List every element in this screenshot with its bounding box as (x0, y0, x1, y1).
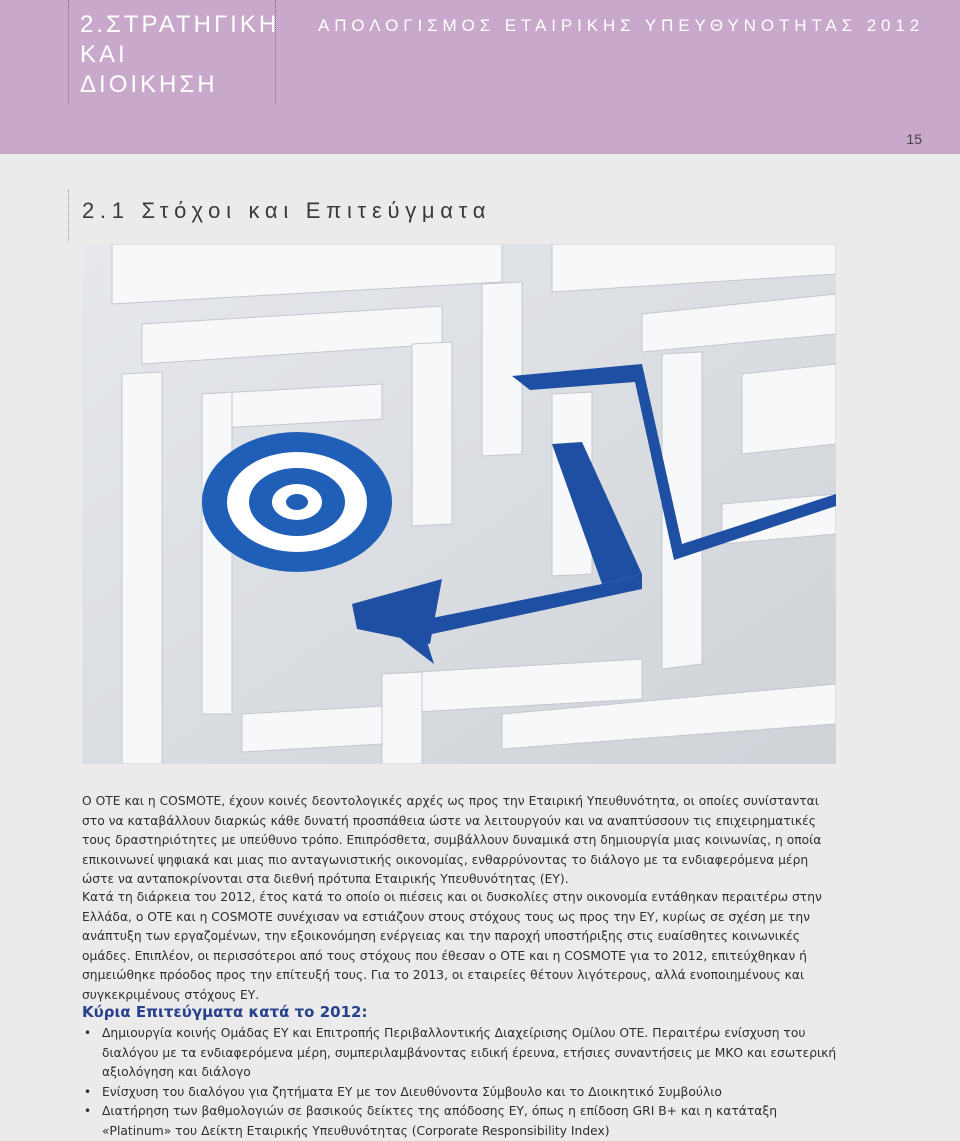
chapter-title-line2: ΚΑΙ (80, 41, 128, 68)
chapter-title-line1: 2.ΣΤΡΑΤΗΓΙΚΗ (80, 11, 280, 38)
section-divider (68, 190, 69, 242)
maze-target-illustration-icon (82, 244, 836, 764)
list-item-text: Διατήρηση των βαθμολογιών σε βασικούς δείκτες της απόδοσης ΕΥ, όπως η επίδοση GRI B+ και η κατάταξη «Platinum» του Δείκτη Εταιρικής Υπευθυνότητας (Corporate Responsibility Index) (102, 1104, 778, 1138)
list-item (82, 1102, 838, 1141)
chapter-title (80, 10, 280, 100)
header-divider-left (68, 0, 69, 104)
report-title: ΑΠΟΛΟΓΙΣΜΟΣ ΕΤΑΙΡΙΚΗΣ ΥΠΕΥΘΥΝΟΤΗΤΑΣ 2012 (318, 16, 925, 35)
bullet-icon: • (84, 1104, 92, 1118)
section-title: 2.1 Στόχοι και Επιτεύγματα (82, 198, 492, 223)
header-divider-right (275, 0, 276, 104)
bullet-icon: • (84, 1026, 92, 1040)
list-item-text: Δημιουργία κοινής Ομάδας ΕΥ και Επιτροπής Περιβαλλοντικής Διαχείρισης Ομίλου ΟΤΕ. Περαιτέρω ενίσχυση του διαλόγου με τα ενδιαφερόμενα μέρη, συμπεριλαμβάνοντας ειδική έρευνα, ετήσιες συναντήσεις με ΜΚΟ και εσωτερική αξιολόγηση και διάλογο (102, 1026, 837, 1079)
progress-paragraph: Κατά τη διάρκεια του 2012, έτος κατά το οποίο οι πιέσεις και οι δυσκολίες στην οικονομία εντάθηκαν περαιτέρω στην Ελλάδα, ο ΟΤΕ και η COSMOTE συνέχισαν να εστιάζουν στους στόχους τους ως προς την ΕΥ, κυρίως σε σχέση με την ανάπτυξη των εργαζομένων, την εξοικονόμηση ενέργειας και την παροχή υποστήριξης στις ευαίσθητες κοινωνικές ομάδες. Επιπλέον, οι περισσότεροι από τους στόχους που έθεσαν ο ΟΤΕ και η COSMOTE για το 2012, επιτεύχθηκαν ή σημειώθηκε πρόοδος προς την επίτευξή τους. Για το 2013, οι εταιρείες θέτουν λιγότερους, αλλά ενοποιημένους και συγκεκριμένους στόχους ΕΥ. (82, 890, 822, 1002)
intro-paragraph: Ο ΟΤΕ και η COSMOTE, έχουν κοινές δεοντολογικές αρχές ως προς την Εταιρική Υπευθυνότητα, οι οποίες συνίστανται στο να καταβάλλουν διαρκώς κάθε δυνατή προσπάθεια ώστε να λειτουργούν και να αναπτύσσουν τις επιχειρηματικές τους δραστηριότητες με υπεύθυνο τρόπο. Επιπρόσθετα, συμβάλλουν δυναμικά στη δημιουργία μιας κοινωνίας, η οποία επικοινωνεί ψηφιακά και μιας πιο ανταγωνιστικής οικονομίας, ενθαρρύνοντας το διάλογο με τα ενδιαφερόμενα μέρη ώστε να ανταποκρίνονται στα διεθνή πρότυπα Εταιρικής Υπευθυνότητας (ΕΥ). (82, 794, 822, 886)
list-item (82, 1083, 838, 1103)
page-number: 15 (906, 131, 922, 147)
bullet-icon: • (84, 1084, 92, 1099)
achievements-list (82, 1024, 838, 1141)
achievements-heading: Κύρια Επιτεύγματα κατά το 2012: (82, 1003, 368, 1021)
list-item (82, 1024, 838, 1083)
list-item-text: Ενίσχυση του διαλόγου για ζητήματα ΕΥ με τον Διευθύνοντα Σύμβουλο και το Διοικητικό Συμβούλιο (102, 1084, 722, 1099)
maze-target-image (82, 244, 836, 764)
page-header (0, 0, 960, 154)
chapter-title-line3: ΔΙΟΙΚΗΣΗ (80, 71, 218, 98)
